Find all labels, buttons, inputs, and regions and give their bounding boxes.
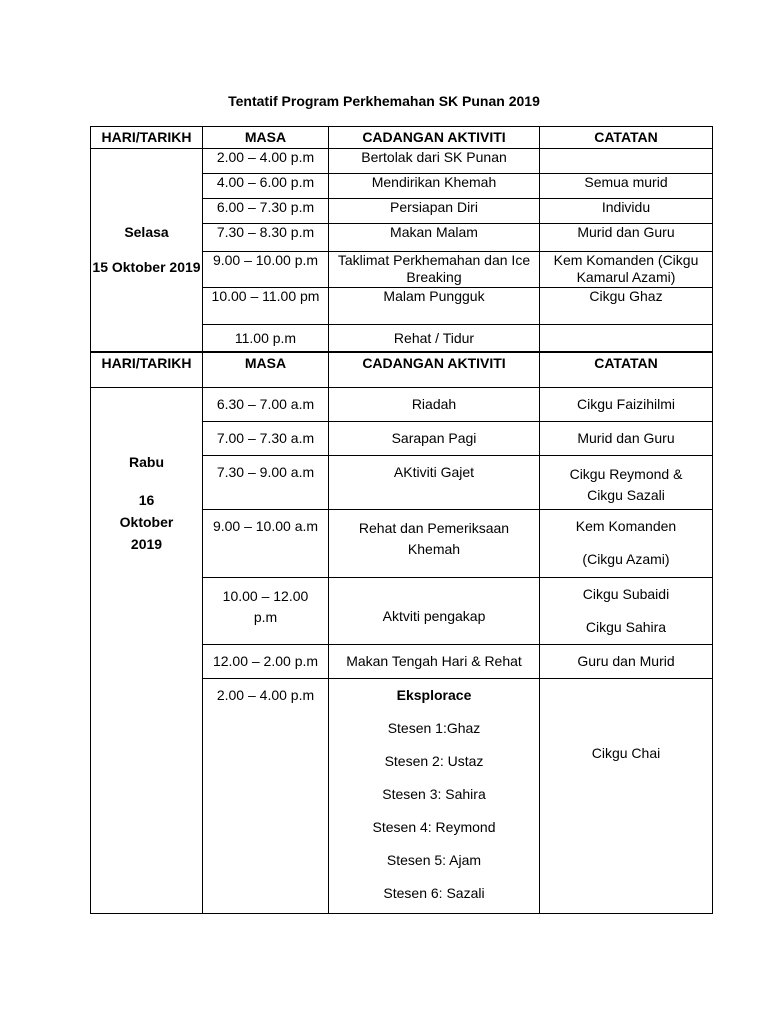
header-aktiviti: CADANGAN AKTIVITI <box>329 127 540 149</box>
masa-cell: 11.00 p.m <box>203 325 329 352</box>
catatan-cell: Cikgu Subaidi Cikgu Sahira <box>540 578 713 645</box>
catatan-cell: Guru dan Murid <box>540 645 713 679</box>
catatan-cell: Individu <box>540 199 713 224</box>
day-name: Rabu <box>129 454 164 470</box>
masa-cell: 7.30 – 8.30 p.m <box>203 224 329 252</box>
header-hari: HARI/TARIKH <box>91 353 203 388</box>
masa-cell: 2.00 – 4.00 p.m <box>203 149 329 174</box>
stesen-item: Stesen 4: Reymond <box>372 819 496 835</box>
aktiviti-cell: Rehat / Tidur <box>329 325 540 352</box>
catatan-cell: Murid dan Guru <box>540 422 713 456</box>
header-row <box>91 127 713 149</box>
catatan-cell: Cikgu Reymond & Cikgu Sazali <box>540 456 713 510</box>
header-catatan: CATATAN <box>540 127 713 149</box>
masa-cell: 10.00 – 11.00 pm <box>203 288 329 325</box>
day-cell <box>91 388 203 914</box>
catatan-cell: Cikgu Faizihilmi <box>540 388 713 422</box>
masa-cell: 6.00 – 7.30 p.m <box>203 199 329 224</box>
table-row <box>91 388 713 422</box>
aktiviti-cell: Sarapan Pagi <box>329 422 540 456</box>
catatan-cell: Kem Komanden (Cikgu Kamarul Azami) <box>540 252 713 288</box>
schedule-table-day2 <box>90 352 713 914</box>
aktiviti-cell: Riadah <box>329 388 540 422</box>
aktiviti-cell: Mendirikan Khemah <box>329 174 540 199</box>
aktiviti-cell <box>329 679 540 914</box>
day-cell <box>91 149 203 352</box>
masa-cell: 2.00 – 4.00 p.m <box>203 679 329 914</box>
day-date: 16 Oktober 2019 <box>119 492 174 552</box>
masa-cell: 4.00 – 6.00 p.m <box>203 174 329 199</box>
header-masa: MASA <box>203 353 329 388</box>
masa-cell: 10.00 – 12.00 p.m <box>203 578 329 645</box>
aktiviti-cell: AKtiviti Gajet <box>329 456 540 510</box>
aktiviti-cell: Malam Pungguk <box>329 288 540 325</box>
stesen-item: Stesen 2: Ustaz <box>384 753 484 769</box>
catatan-cell: Cikgu Chai <box>540 679 713 914</box>
day-date: 15 Oktober 2019 <box>92 259 201 275</box>
masa-cell: 9.00 – 10.00 a.m <box>203 510 329 578</box>
day-name: Selasa <box>124 224 169 240</box>
catatan-cell: Murid dan Guru <box>540 224 713 252</box>
stesen-item: Stesen 1:Ghaz <box>387 720 481 736</box>
aktiviti-cell: Persiapan Diri <box>329 199 540 224</box>
aktiviti-cell: Bertolak dari SK Punan <box>329 149 540 174</box>
aktiviti-cell: Makan Tengah Hari & Rehat <box>329 645 540 679</box>
aktiviti-cell: Makan Malam <box>329 224 540 252</box>
stesen-item: Stesen 5: Ajam <box>386 852 482 868</box>
catatan-cell: Cikgu Ghaz <box>540 288 713 325</box>
header-hari: HARI/TARIKH <box>91 127 203 149</box>
masa-cell: 12.00 – 2.00 p.m <box>203 645 329 679</box>
masa-cell: 6.30 – 7.00 a.m <box>203 388 329 422</box>
catatan-cell: Kem Komanden (Cikgu Azami) <box>540 510 713 578</box>
table-row <box>91 149 713 174</box>
header-aktiviti: CADANGAN AKTIVITI <box>329 353 540 388</box>
header-row <box>91 353 713 388</box>
masa-cell: 7.30 – 9.00 a.m <box>203 456 329 510</box>
document-title: Tentatif Program Perkhemahan SK Punan 2019 <box>228 93 540 109</box>
catatan-cell <box>540 325 713 352</box>
catatan-cell <box>540 149 713 174</box>
stesen-item: Stesen 6: Sazali <box>383 885 485 901</box>
header-masa: MASA <box>203 127 329 149</box>
schedule-table-day1 <box>90 126 713 352</box>
aktiviti-cell: Rehat dan Pemeriksaan Khemah <box>329 510 540 578</box>
aktiviti-cell: Taklimat Perkhemahan dan Ice Breaking <box>329 252 540 288</box>
stesen-item: Stesen 3: Sahira <box>382 786 486 802</box>
aktiviti-cell: Aktviti pengakap <box>329 578 540 645</box>
masa-cell: 7.00 – 7.30 a.m <box>203 422 329 456</box>
masa-cell: 9.00 – 10.00 p.m <box>203 252 329 288</box>
header-catatan: CATATAN <box>540 353 713 388</box>
eksplorace-heading: Eksplorace <box>396 687 472 703</box>
catatan-cell: Semua murid <box>540 174 713 199</box>
